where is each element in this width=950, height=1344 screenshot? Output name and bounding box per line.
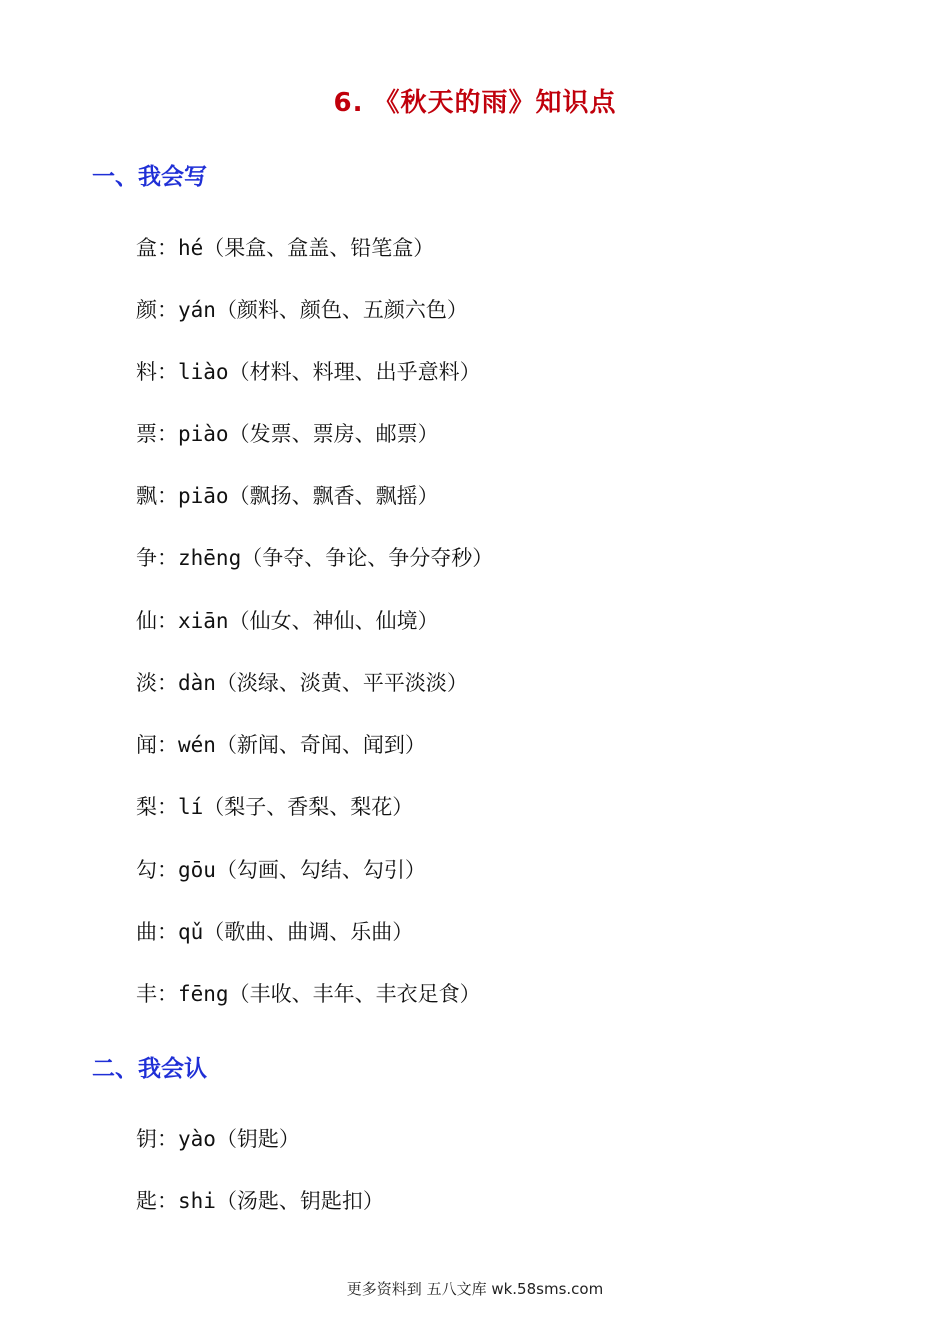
list-item — [136, 542, 493, 572]
entry-pinyin: yào — [178, 1127, 216, 1151]
entry-words: （果盒、盒盖、铅笔盒） — [203, 236, 435, 260]
entry-char: 料： — [136, 360, 178, 384]
entry-char: 盒： — [136, 236, 178, 260]
list-item — [136, 605, 439, 635]
entry-char: 丰： — [136, 982, 178, 1006]
list-item — [136, 1123, 300, 1153]
entry-pinyin: piào — [178, 422, 229, 446]
entry-char: 钥： — [136, 1127, 178, 1151]
page-title: 6. 《秋天的雨》知识点 — [333, 88, 617, 118]
entry-words: （发票、票房、邮票） — [228, 422, 439, 446]
entry-pinyin: qǔ — [178, 920, 204, 944]
entry-pinyin: yán — [178, 298, 216, 322]
entry-words: （歌曲、曲调、乐曲） — [203, 920, 414, 944]
entry-char: 曲： — [136, 920, 178, 944]
entry-char: 争： — [136, 546, 178, 570]
list-item — [136, 916, 413, 946]
entry-words: （颜料、颜色、五颜六色） — [215, 298, 468, 322]
list-item — [136, 729, 426, 759]
list-item — [136, 854, 426, 884]
entry-words: （争夺、争论、争分夺秒） — [241, 546, 494, 570]
entry-words: （汤匙、钥匙扣） — [215, 1189, 384, 1213]
entry-char: 飘： — [136, 484, 178, 508]
entry-pinyin: wén — [178, 733, 216, 757]
entry-pinyin: hé — [178, 236, 204, 260]
list-item — [136, 356, 481, 386]
entry-char: 匙： — [136, 1189, 178, 1213]
entry-words: （钥匙） — [215, 1127, 300, 1151]
entry-words: （新闻、奇闻、闻到） — [215, 733, 426, 757]
entry-words: （仙女、神仙、仙境） — [228, 609, 439, 633]
list-item — [136, 667, 468, 697]
entry-words: （丰收、丰年、丰衣足食） — [228, 982, 481, 1006]
section-heading-recognize: 二、我会认 — [92, 1056, 207, 1082]
entry-pinyin: xiān — [178, 609, 229, 633]
entry-words: （勾画、勾结、勾引） — [215, 858, 426, 882]
entry-pinyin: lí — [178, 795, 204, 819]
entry-pinyin: piāo — [178, 484, 229, 508]
entry-pinyin: liào — [178, 360, 229, 384]
entry-char: 闻： — [136, 733, 178, 757]
list-item — [136, 791, 413, 821]
footer-text: 更多资料到 五八文库 wk.58sms.com — [346, 1280, 604, 1298]
entry-pinyin: shi — [178, 1189, 216, 1213]
entry-words: （淡绿、淡黄、平平淡淡） — [215, 671, 468, 695]
list-item — [136, 1185, 384, 1215]
entry-words: （材料、料理、出乎意料） — [228, 360, 481, 384]
list-item — [136, 978, 481, 1008]
entry-char: 票： — [136, 422, 178, 446]
list-item — [136, 232, 434, 262]
entry-pinyin: zhēng — [178, 546, 242, 570]
list-item — [136, 418, 439, 448]
entry-pinyin: dàn — [178, 671, 216, 695]
entry-words: （梨子、香梨、梨花） — [203, 795, 414, 819]
entry-pinyin: gōu — [178, 858, 216, 882]
entry-char: 淡： — [136, 671, 178, 695]
entry-char: 颜： — [136, 298, 178, 322]
entry-char: 仙： — [136, 609, 178, 633]
entry-char: 勾： — [136, 858, 178, 882]
list-item — [136, 294, 468, 324]
entry-char: 梨： — [136, 795, 178, 819]
entry-words: （飘扬、飘香、飘摇） — [228, 484, 439, 508]
list-item — [136, 480, 439, 510]
section-heading-write: 一、我会写 — [92, 164, 207, 190]
entry-pinyin: fēng — [178, 982, 229, 1006]
